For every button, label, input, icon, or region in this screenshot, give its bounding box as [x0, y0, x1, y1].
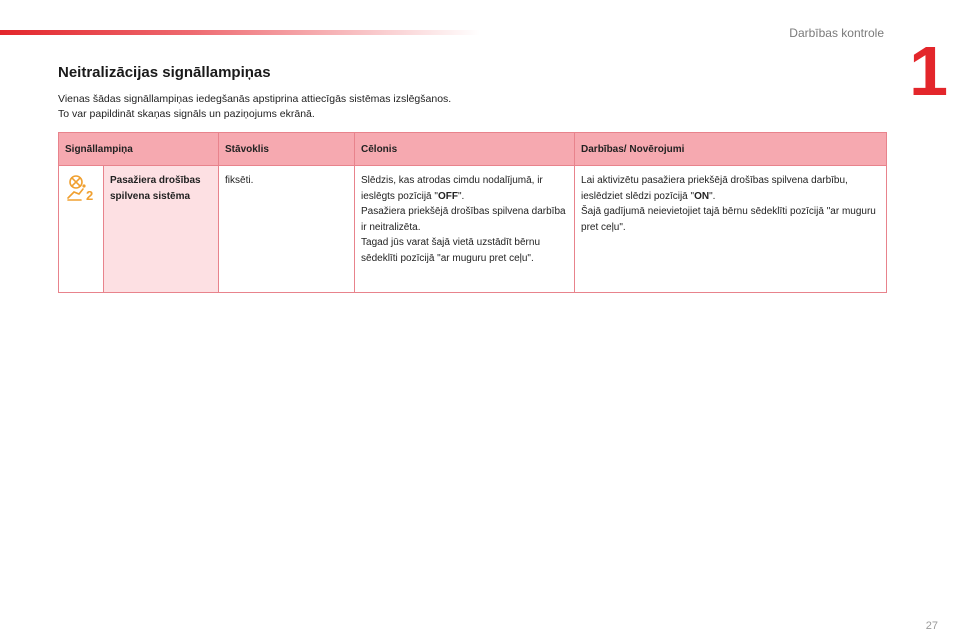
icon-cell [59, 166, 104, 293]
warning-lights-table [58, 132, 887, 293]
signal-name-cell: Pasažiera drošības spilvena sistēma [104, 166, 219, 293]
state-cell: fiksēti. [219, 166, 355, 293]
header-signal-light: Signāllampiņa [59, 133, 219, 166]
intro-line-2: To var papildināt skaņas signāls un paziņojums ekrānā. [58, 108, 315, 120]
page-number: 27 [925, 620, 938, 632]
table-header-row [59, 133, 887, 166]
passenger-airbag-off-icon [65, 173, 97, 209]
svg-text:2: 2 [86, 188, 94, 203]
header-actions: Darbības/ Novērojumi [575, 133, 887, 166]
chapter-number: 1 [909, 32, 948, 110]
on-keyword: ON [694, 190, 710, 202]
section-title: Darbības kontrole [789, 26, 884, 40]
actions-cell: Lai aktivizētu pasažiera priekšējā drošības spilvena darbību, ieslēdziet slēdzi pozīcijā "ON". Šajā gadījumā neievietojiet tajā bērnu sēdeklīti pozīcijā "ar muguru pret ceļu". [575, 166, 887, 293]
off-keyword: OFF [437, 190, 458, 202]
table-row [59, 166, 887, 293]
intro-text [58, 92, 451, 122]
intro-line-1: Vienas šādas signāllampiņas iedegšanās apstiprina attiecīgās sistēmas izslēgšanos. [58, 93, 452, 105]
page-heading: Neitralizācijas signāllampiņas [58, 64, 271, 81]
top-accent-bar [0, 30, 480, 35]
cause-cell: Slēdzis, kas atrodas cimdu nodalījumā, ir ieslēgts pozīcijā "OFF". Pasažiera priekšējā drošības spilvena darbība ir neitralizēta. Tagad jūs varat šajā vietā uzstādīt bērnu sēdeklīti pozīcijā "ar muguru pret ceļu". [355, 166, 575, 293]
header-cause: Cēlonis [355, 133, 575, 166]
header-state: Stāvoklis [219, 133, 355, 166]
